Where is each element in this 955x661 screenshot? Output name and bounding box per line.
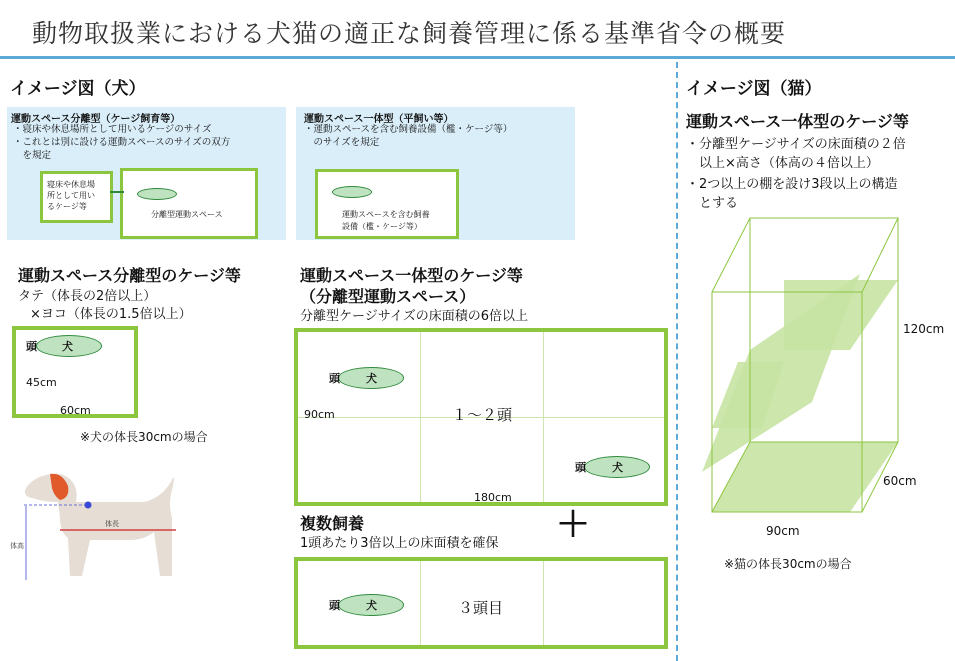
separate-type-info-box xyxy=(7,107,286,240)
arrow xyxy=(110,191,124,193)
separate-cage-diagram xyxy=(12,326,138,418)
small-sleeping-cage xyxy=(40,171,113,223)
separate-type-heading: 運動スペース分離型（ケージ飼育等） xyxy=(11,114,181,125)
dog-label: 犬 xyxy=(62,340,73,353)
space-label: 分離型運動スペース xyxy=(151,210,223,219)
separate-type-line: を規定 xyxy=(13,150,52,161)
width-label: 180cm xyxy=(474,491,512,504)
width-label: 60cm xyxy=(60,404,91,417)
section-divider xyxy=(676,62,678,661)
title-rule xyxy=(0,56,955,59)
dog-label: 犬 xyxy=(366,599,377,612)
separate-cage-heading: 運動スペース分離型のケージ等 xyxy=(18,266,241,285)
integrated-cage-line: 分離型ケージサイズの床面積の6倍以上 xyxy=(300,309,528,324)
body-height-label: 体高 xyxy=(10,542,24,550)
plus-sign: ＋ xyxy=(556,505,590,545)
integrated-type-line: のサイズを規定 xyxy=(304,137,380,148)
cat-length-note: ※猫の体長30cmの場合 xyxy=(724,557,852,571)
separate-cage-line: ×ヨコ（体長の1.5倍以上） xyxy=(30,307,192,322)
dog-label: 犬 xyxy=(366,372,377,385)
cat-cage-line: とする xyxy=(686,196,739,211)
head-label: 頭 xyxy=(329,372,340,385)
integrated-cage-heading: 運動スペース一体型のケージ等 xyxy=(300,266,523,285)
grid-line xyxy=(543,561,544,645)
grid-line xyxy=(420,561,421,645)
cat-width-label: 90cm xyxy=(766,524,800,538)
integrated-type-heading: 運動スペース一体型（平飼い等） xyxy=(304,114,454,125)
multiple-keeping-heading: 複数飼養 xyxy=(300,514,365,533)
integrated-cage xyxy=(315,169,459,239)
cat-cage-3d-diagram xyxy=(700,210,900,520)
separate-cage-line: タテ（体長の2倍以上） xyxy=(18,289,157,304)
cat-depth-label: 60cm xyxy=(883,474,917,488)
cage-label: 設備（檻・ケージ等） xyxy=(342,222,422,231)
dog-section-heading: イメージ図（犬） xyxy=(10,79,146,99)
integrated-type-info-box xyxy=(296,107,575,240)
count-label: ３頭目 xyxy=(458,599,504,617)
body-length-label: 体長 xyxy=(105,520,119,528)
head-label: 頭 xyxy=(575,461,586,474)
dog-illustration xyxy=(4,458,200,588)
small-cage-label: 所として用い xyxy=(47,191,95,200)
dog-marker xyxy=(137,188,177,200)
cat-cage-heading: 運動スペース一体型のケージ等 xyxy=(686,112,909,131)
head-label: 頭 xyxy=(329,599,340,612)
height-label: 45cm xyxy=(26,376,57,389)
dog-label: 犬 xyxy=(612,461,623,474)
shelf-top xyxy=(784,280,898,350)
third-dog-cage-diagram xyxy=(294,557,668,649)
height-label: 90cm xyxy=(304,408,335,421)
integrated-cage-subheading: （分離型運動スペース） xyxy=(300,287,476,306)
cat-cage-line: 以上×高さ（体高の４倍以上） xyxy=(686,156,879,171)
separate-exercise-space xyxy=(120,168,258,239)
small-cage-label: るケージ等 xyxy=(47,202,87,211)
integrated-cage-diagram xyxy=(294,328,668,506)
separate-type-line: ・これとは別に設ける運動スペースのサイズの双方 xyxy=(13,137,231,148)
cat-cage-line: ・2つ以上の棚を設け3段以上の構造 xyxy=(686,177,898,192)
cat-cage-line: ・分離型ケージサイズの床面積の２倍 xyxy=(686,137,906,152)
count-label: １～２頭 xyxy=(452,406,513,424)
small-cage-label: 寝床や休息場 xyxy=(47,180,95,189)
cage-label: 運動スペースを含む飼養 xyxy=(342,210,430,219)
dog-length-note: ※犬の体長30cmの場合 xyxy=(80,430,208,444)
shelf-bottom xyxy=(712,442,898,512)
multiple-keeping-line: 1頭あたり3倍以上の床面積を確保 xyxy=(300,536,499,551)
separate-type-line: ・寝床や休息場所として用いるケージのサイズ xyxy=(13,124,212,135)
head-label: 頭 xyxy=(26,340,37,353)
cat-height-label: 120cm xyxy=(903,322,945,336)
dog-marker xyxy=(332,186,372,198)
integrated-type-line: ・運動スペースを含む飼養設備（檻・ケージ等） xyxy=(304,124,513,135)
page-title: 動物取扱業における犬猫の適正な飼養管理に係る基準省令の概要 xyxy=(32,19,787,48)
cat-section-heading: イメージ図（猫） xyxy=(686,79,822,99)
